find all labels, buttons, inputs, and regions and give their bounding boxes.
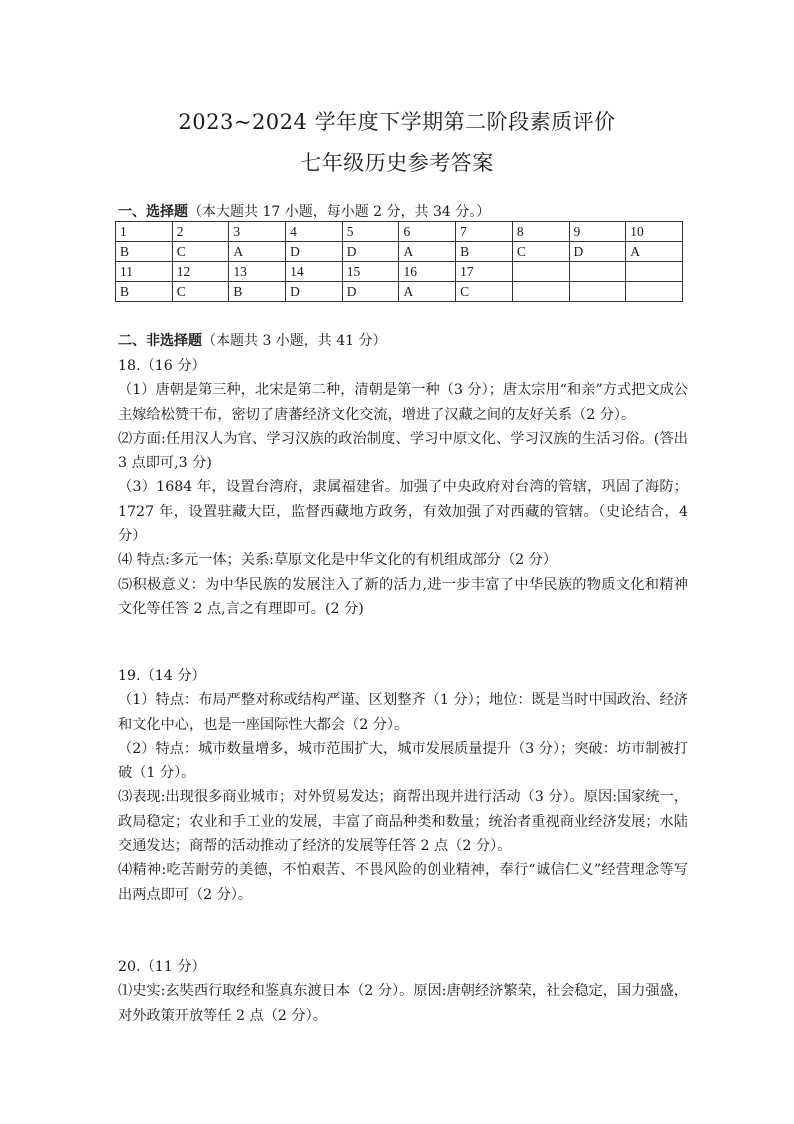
question-number-cell: 11 [116, 262, 173, 282]
answer-cell: D [286, 242, 343, 262]
answer-cell [569, 282, 626, 302]
question-19-part-2: （2）特点：城市数量增多，城市范围扩大，城市发展质量提升（3 分）；突破：坊市制被打破（1 分）。 [118, 740, 688, 782]
multiple-choice-answer-table [115, 221, 683, 302]
answer-cell: C [512, 242, 569, 262]
question-number-cell: 5 [342, 222, 399, 242]
answer-cell: A [399, 282, 456, 302]
question-number-cell [569, 262, 626, 282]
question-number-cell: 4 [286, 222, 343, 242]
question-number-cell: 8 [512, 222, 569, 242]
question-number-cell: 10 [626, 222, 683, 242]
section2-heading [118, 330, 387, 350]
question-number-cell [512, 262, 569, 282]
answer-cell: B [116, 242, 173, 262]
section1-heading-label: 一、选择题 [118, 204, 188, 220]
answer-cell: B [116, 282, 173, 302]
question-20-head: 20.（11 分） [118, 959, 206, 975]
question-19-part-4: ⑷精神:吃苦耐劳的美德，不怕艰苦、不畏风险的创业精神，奉行“诚信仁义”经营理念等写出两点即可（2 分）。 [118, 862, 688, 903]
question-number-cell: 12 [172, 262, 229, 282]
question-18-part-4: ⑷ 特点:多元一体；关系:草原文化是中华文化的有机组成部分（2 分） [118, 552, 558, 569]
question-19-part-1: （1）特点：布局严整对称或结构严谨、区划整齐（1 分）；地位：既是当时中国政治、经济和文化中心，也是一座国际性大都会（2 分）。 [118, 692, 688, 733]
question-number-cell: 3 [229, 222, 286, 242]
question-20-part-1: ⑴史实:玄奘西行取经和鉴真东渡日本（2 分）。原因:唐朝经济繁荣，社会稳定，国力强盛，对外政策开放等任 2 点（2 分）。 [118, 983, 688, 1024]
question-18-part-5: ⑸积极意义：为中华民族的发展注入了新的活力,进一步丰富了中华民族的物质文化和精神文化等任答 2 点,言之有理即可。(2 分) [118, 576, 688, 617]
question-number-cell: 13 [229, 262, 286, 282]
answer-table-row [116, 242, 683, 262]
answer-cell: A [626, 242, 683, 262]
document-subtitle: 七年级历史参考答案 [300, 151, 494, 175]
question-number-cell: 17 [456, 262, 513, 282]
question-18-part-3: （3）1684 年，设置台湾府，隶属福建省。加强了中央政府对台湾的管辖，巩固了海防；1727 年，设置驻藏大臣，监督西藏地方政务，有效加强了对西藏的管辖。（史论结合，4 分） [118, 479, 688, 545]
question-number-cell: 9 [569, 222, 626, 242]
question-number-cell: 16 [399, 262, 456, 282]
document-title: 2023~2024 学年度下学期第二阶段素质评价 [178, 110, 616, 134]
answer-cell: C [456, 282, 513, 302]
question-19-head: 19.（14 分） [118, 668, 206, 684]
answer-table-body [116, 222, 683, 302]
question-number-cell: 7 [456, 222, 513, 242]
question-18-part-2: ⑵方面:任用汉人为官、学习汉族的政治制度、学习中原文化、学习汉族的生活习俗。(答出 3 点即可,3 分) [118, 430, 688, 472]
answer-cell [512, 282, 569, 302]
answer-table-row [116, 262, 683, 282]
question-20-block [118, 955, 688, 1028]
section2-heading-note: （本题共 3 小题，共 41 分） [202, 333, 387, 349]
answer-table-row [116, 282, 683, 302]
question-19-block [118, 664, 688, 907]
answer-cell: D [286, 282, 343, 302]
answer-cell: D [569, 242, 626, 262]
section1-heading-note: （本大题共 17 小题，每小题 2 分，共 34 分。） [188, 204, 491, 220]
question-18-head: 18.（16 分） [118, 358, 206, 374]
answer-cell: C [172, 282, 229, 302]
answer-cell: B [456, 242, 513, 262]
section1-heading [118, 201, 490, 221]
answer-cell: B [229, 282, 286, 302]
answer-table-row [116, 222, 683, 242]
question-number-cell: 14 [286, 262, 343, 282]
section2-heading-label: 二、非选择题 [118, 333, 202, 349]
answer-cell: A [229, 242, 286, 262]
question-number-cell: 1 [116, 222, 173, 242]
question-19-part-3: ⑶表现:出现很多商业城市；对外贸易发达；商帮出现并进行活动（3 分）。原因:国家统一，政局稳定；农业和手工业的发展，丰富了商品种类和数量；统治者重视商业经济发展；水陆交通发达；商帮的活动推动了经济的发展等任答 2 点（2 分）。 [118, 789, 688, 855]
question-number-cell: 15 [342, 262, 399, 282]
question-18-block [118, 354, 688, 621]
answer-cell: D [342, 282, 399, 302]
answer-cell: D [342, 242, 399, 262]
question-number-cell: 2 [172, 222, 229, 242]
question-number-cell: 6 [399, 222, 456, 242]
question-18-part-1: （1）唐朝是第三种，北宋是第二种，清朝是第一种（3 分）；唐太宗用“和亲”方式把文成公主嫁给松赞干布，密切了唐蕃经济文化交流，增进了汉藏之间的友好关系（2 分）。 [118, 382, 688, 423]
answer-cell: A [399, 242, 456, 262]
question-number-cell [626, 262, 683, 282]
answer-cell [626, 282, 683, 302]
answer-cell: C [172, 242, 229, 262]
